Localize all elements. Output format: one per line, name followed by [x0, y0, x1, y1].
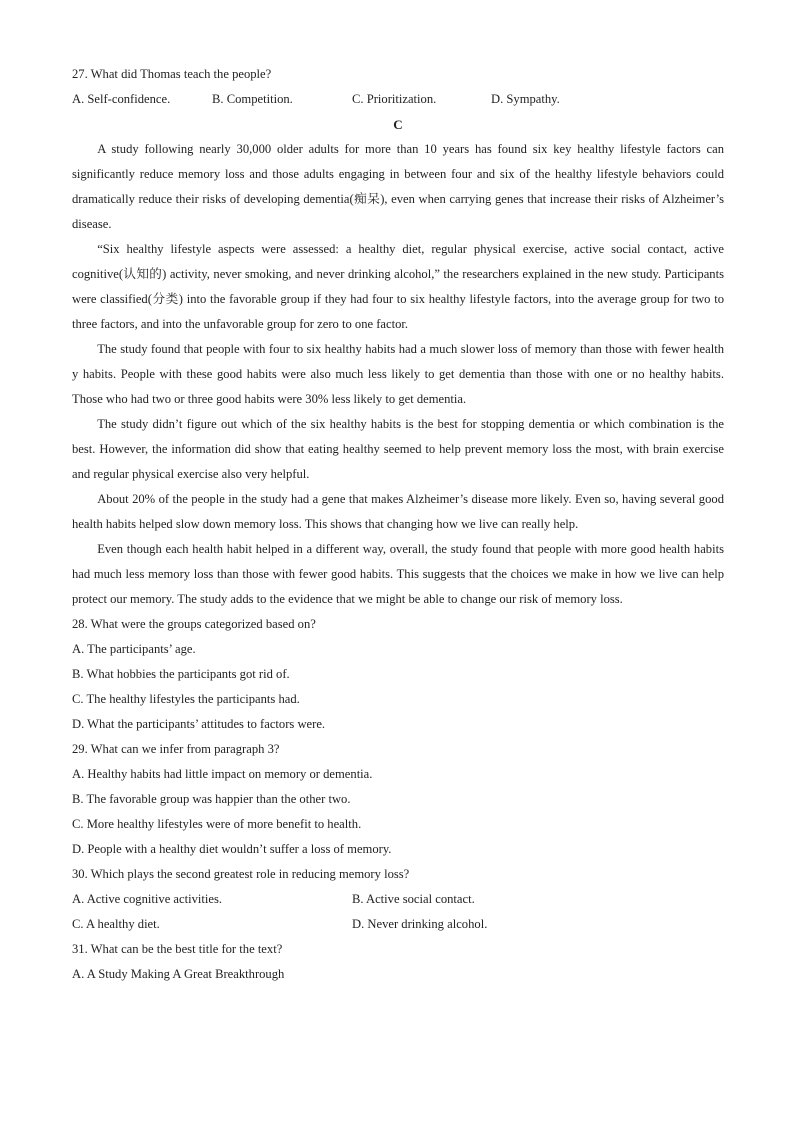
- q28-option-b: B. What hobbies the participants got rid of.: [72, 667, 290, 681]
- passage-paragraph-5: About 20% of the people in the study had a gene that makes Alzheimer’s disease more likely. Even so, having several good health habits helped slow down memory loss. This shows that changing how we live can really help.: [72, 492, 724, 531]
- question-27-options: [72, 87, 724, 112]
- q27-option-a: A. Self-confidence.: [72, 92, 171, 106]
- passage-paragraph-2: “Six healthy lifestyle aspects were assessed: a healthy diet, regular physical exercise, active social contact, active cognitive(认知的) activity, never smoking, and never drinking alcohol,” the researchers explained in the new study. Participants were classified(分类) into the favorable group if they had four to six healthy lifestyle factors, into the average group for two to three factors, and into the unfavorable group for zero to one factor.: [72, 242, 724, 331]
- q29-option-b: B. The favorable group was happier than the other two.: [72, 792, 351, 806]
- q31-option-a: A. A Study Making A Great Breakthrough: [72, 967, 285, 981]
- passage-paragraph-4: The study didn’t figure out which of the six healthy habits is the best for stopping dementia or which combination is the best. However, the information did show that eating healthy seemed to help prevent memory loss the most, with brain exercise and regular physical exercise also very helpful.: [72, 417, 724, 481]
- question-30-stem: 30. Which plays the second greatest role in reducing memory loss?: [72, 867, 410, 881]
- q30-options-row-2: [72, 912, 724, 937]
- question-29-stem: 29. What can we infer from paragraph 3?: [72, 742, 280, 756]
- q29-option-c: C. More healthy lifestyles were of more benefit to health.: [72, 817, 362, 831]
- passage-paragraph-3: The study found that people with four to six healthy habits had a much slower loss of memory than those with fewer health y habits. People with these good habits were also much less likely to get dementia than those with one or no healthy habits. Those who had two or three good habits were 30% less likely to get dementia.: [72, 342, 724, 406]
- q28-option-a: A. The participants’ age.: [72, 642, 196, 656]
- q27-option-d: D. Sympathy.: [491, 92, 560, 106]
- q27-option-c: C. Prioritization.: [352, 92, 437, 106]
- q30-option-d: D. Never drinking alcohol.: [352, 917, 488, 931]
- q30-option-a: A. Active cognitive activities.: [72, 892, 223, 906]
- exam-page: [72, 62, 724, 987]
- question-28-stem: 28. What were the groups categorized based on?: [72, 617, 316, 631]
- question-31-stem: 31. What can be the best title for the text?: [72, 942, 283, 956]
- q30-options-row-1: [72, 887, 724, 912]
- passage-paragraph-1: A study following nearly 30,000 older adults for more than 10 years has found six key healthy lifestyle factors can significantly reduce memory loss and those adults engaging in between four and six of the healthy lifestyle behaviors could dramatically reduce their risks of developing dementia(痴呆), even when carrying genes that increase their risks of Alzheimer’s disease.: [72, 142, 724, 231]
- q29-option-a: A. Healthy habits had little impact on memory or dementia.: [72, 767, 373, 781]
- q27-option-b: B. Competition.: [212, 92, 293, 106]
- q28-option-c: C. The healthy lifestyles the participants had.: [72, 692, 300, 706]
- section-heading: C: [393, 117, 403, 132]
- q28-option-d: D. What the participants’ attitudes to factors were.: [72, 717, 326, 731]
- passage: [72, 137, 724, 612]
- passage-paragraph-6: Even though each health habit helped in a different way, overall, the study found that people with more good health habits had much less memory loss than those with fewer good habits. This suggests that the choices we make in how we live can help protect our memory. The study adds to the evidence that we might be able to change our risk of memory loss.: [72, 542, 724, 606]
- q30-option-c: C. A healthy diet.: [72, 917, 160, 931]
- question-27-stem: 27. What did Thomas teach the people?: [72, 67, 272, 81]
- q29-option-d: D. People with a healthy diet wouldn’t suffer a loss of memory.: [72, 842, 392, 856]
- q30-option-b: B. Active social contact.: [352, 892, 475, 906]
